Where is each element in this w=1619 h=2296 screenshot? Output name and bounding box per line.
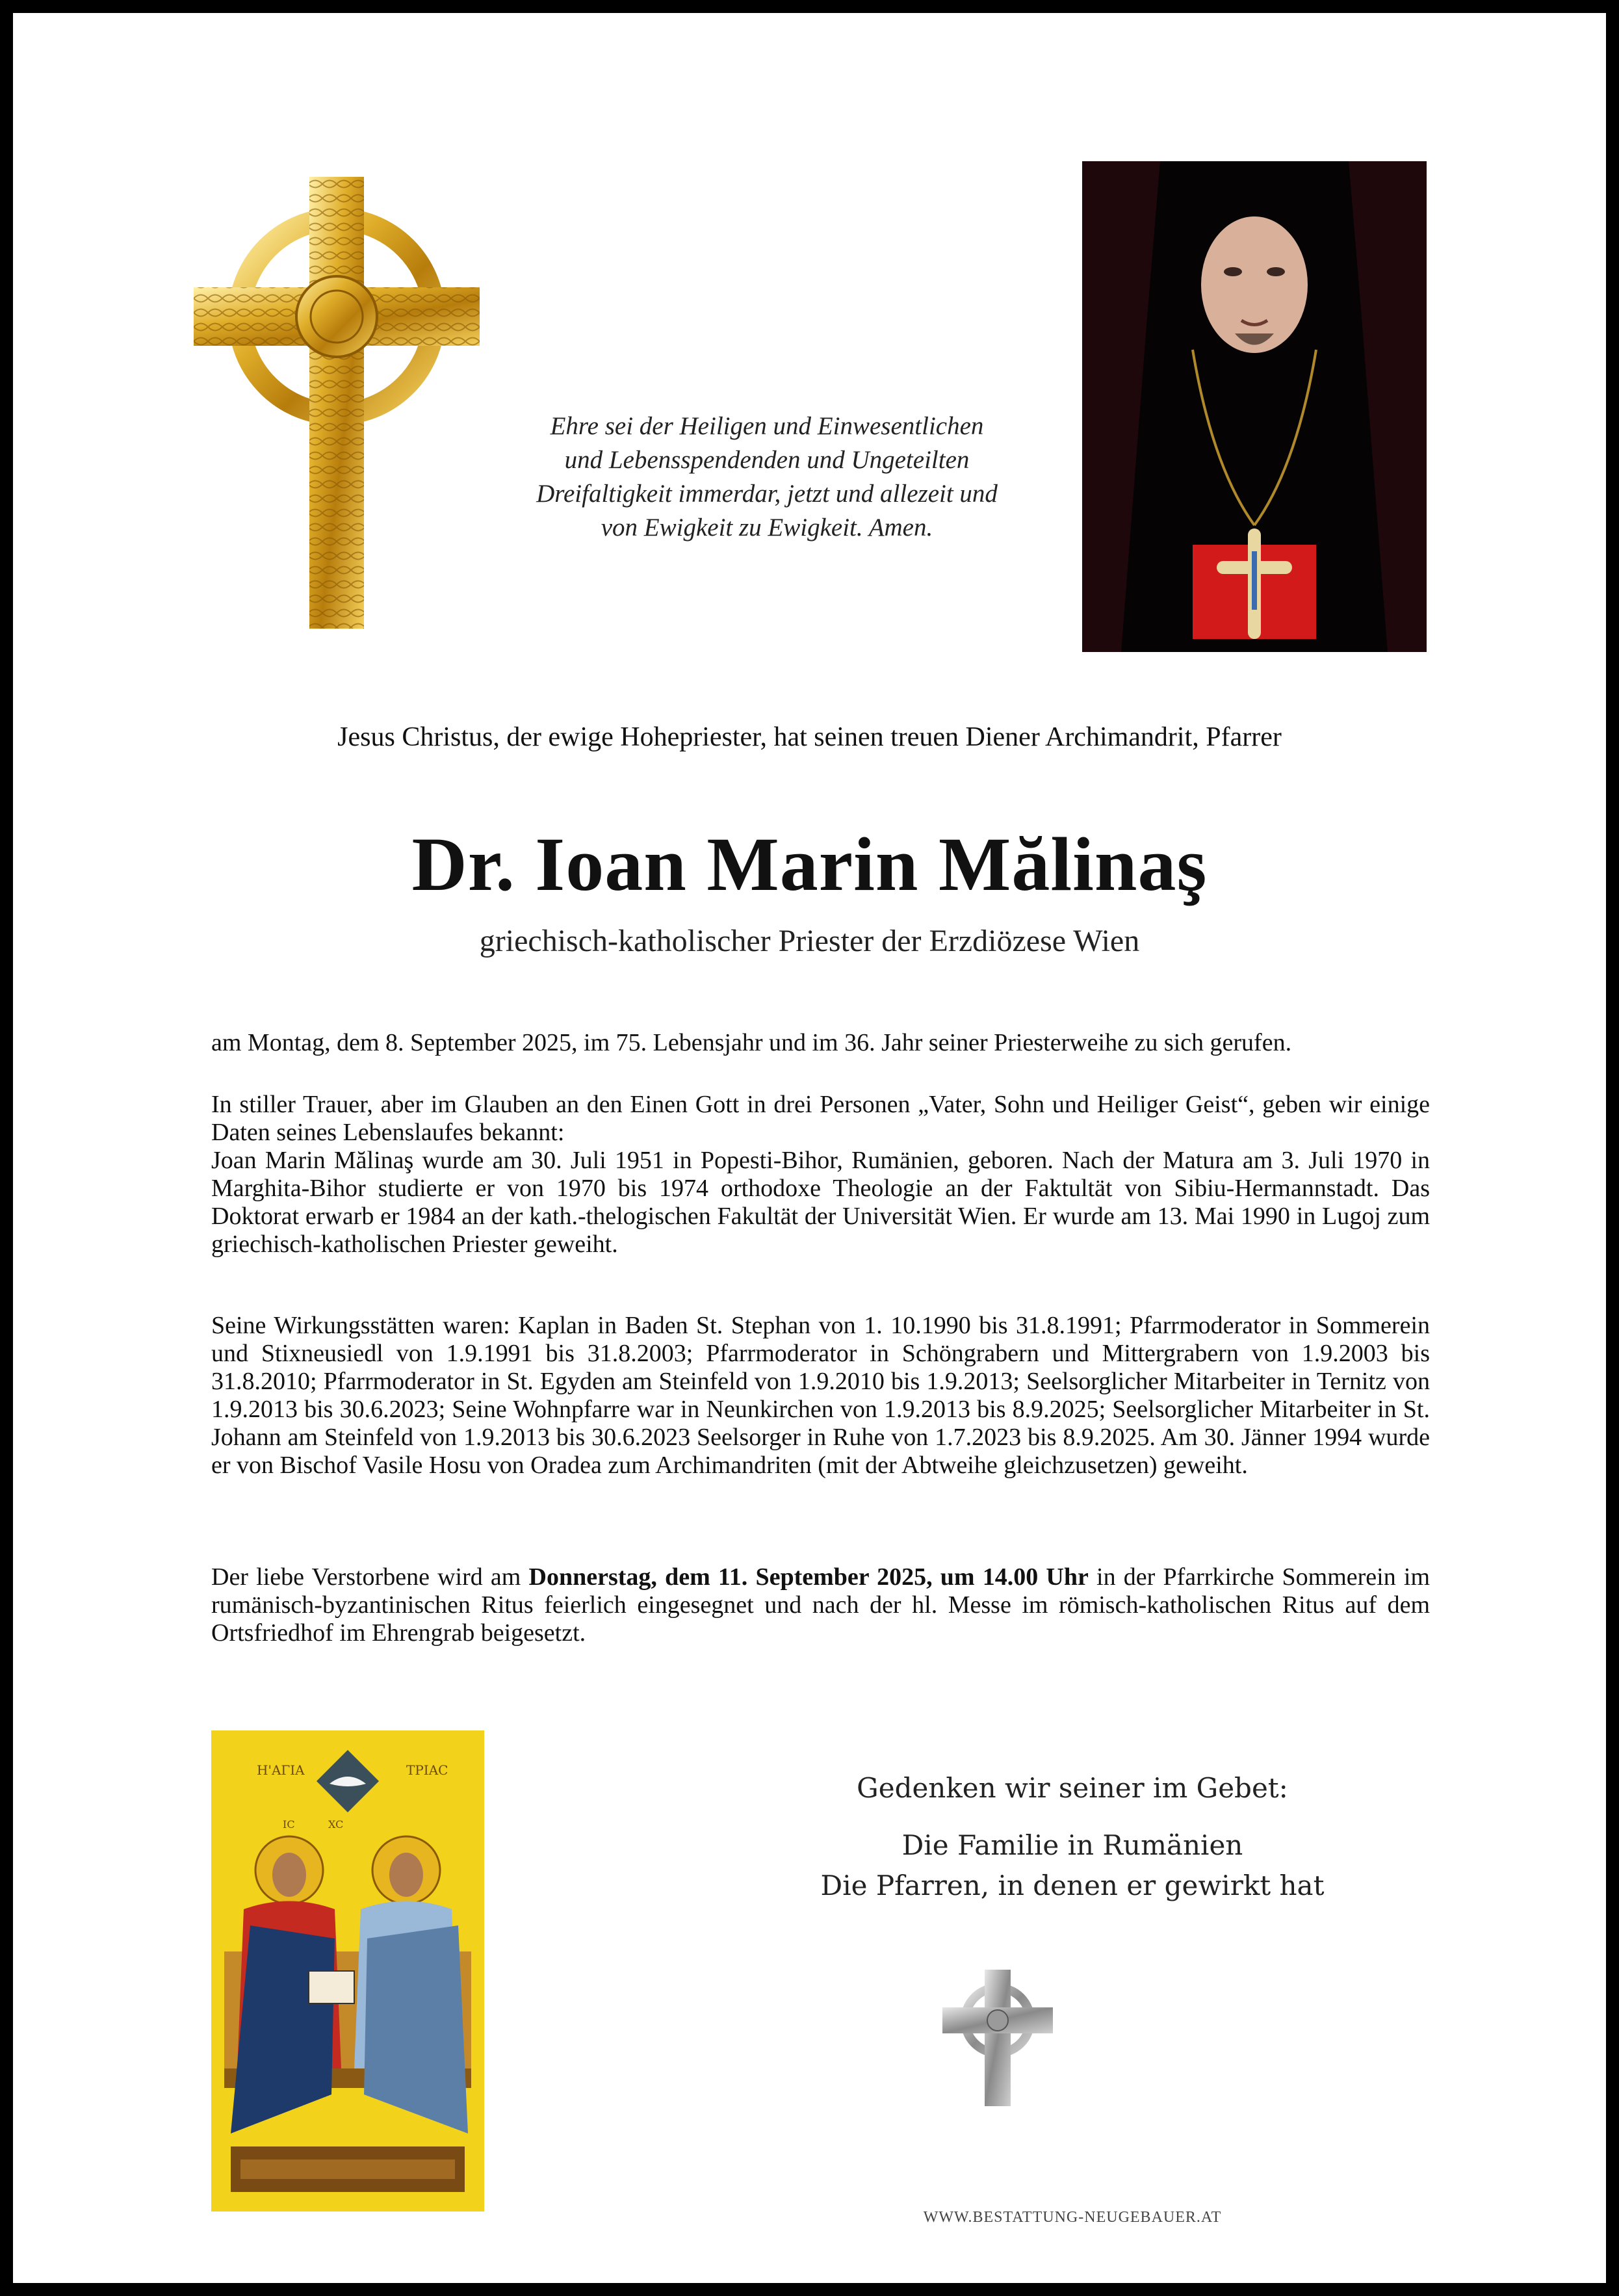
website-footer: WWW.BESTATTUNG-NEUGEBAUER.AT bbox=[923, 2209, 1222, 2226]
funeral-text-before: Der liebe Verstorbene wird am bbox=[211, 1563, 529, 1591]
memorial-line: Die Pfarren, in denen er gewirkt hat bbox=[820, 1870, 1325, 1901]
golden-celtic-cross-image bbox=[194, 177, 480, 629]
paragraph-funeral bbox=[211, 1563, 1430, 1647]
icon-label-christ: IC bbox=[283, 1818, 295, 1831]
prayer-line: Dreifaltigkeit immerdar, jetzt und allezeit und bbox=[536, 480, 998, 508]
holy-trinity-icon-image bbox=[211, 1730, 484, 2211]
intro-sentence: Jesus Christus, der ewige Hohepriester, hat seinen treuen Diener Archimandrit, Pfarrer bbox=[337, 722, 1282, 752]
prayer-text bbox=[481, 410, 1053, 545]
memorial-line: Die Familie in Rumänien bbox=[901, 1829, 1243, 1861]
biography-details: Joan Marin Mălinaş wurde am 30. Juli 1951 in Popesti-Bihor, Rumänien, geboren. Nach der Matura am 3. Juli 1970 in Marghita-Bihor studierte er von 1970 bis 1974 orthodoxe Theologie an der Faktultät von Sibiu-Hermannstadt. Das Doktorat erwarb er 1984 an der kath.-thelogischen Fakultät der Universität Wien. Er wurde am 13. Mai 1990 in Lugoj zum griechisch-katholischen Priester geweiht. bbox=[211, 1147, 1430, 1258]
deceased-subtitle: griechisch-katholischer Priester der Erzdiözese Wien bbox=[479, 924, 1140, 958]
silver-celtic-cross-image bbox=[939, 1970, 1056, 2106]
funeral-text-after: in der Pfarrkirche Sommerein im rumänisch-byzantinischen Ritus feierlich eingesegnet und nach der hl. Messe im römisch-katholischen Ritus auf dem Ortsfriedhof im Ehrengrab beigesetzt. bbox=[211, 1563, 1431, 1647]
icon-label-right: TPIAC bbox=[406, 1762, 448, 1778]
prayer-line: und Lebensspendenden und Ungeteilten bbox=[564, 446, 970, 474]
prayer-line: Ehre sei der Heiligen und Einwesentlichen bbox=[550, 412, 984, 440]
paragraph-death-date: am Montag, dem 8. September 2025, im 75. Lebensjahr und im 36. Jahr seiner Priesterweihe zu sich gerufen. bbox=[211, 1029, 1292, 1056]
memorial-block bbox=[715, 1768, 1430, 1906]
icon-label-xc: XC bbox=[328, 1818, 344, 1831]
memorial-heading: Gedenken wir seiner im Gebet: bbox=[857, 1772, 1288, 1804]
paragraph-biography bbox=[211, 1091, 1430, 1259]
portrait-photo bbox=[1082, 161, 1427, 652]
funeral-date-time: Donnerstag, dem 11. September 2025, um 14.00 Uhr bbox=[528, 1563, 1089, 1591]
prayer-line: von Ewigkeit zu Ewigkeit. Amen. bbox=[601, 514, 933, 541]
icon-label-left: H'AΓIA bbox=[257, 1762, 305, 1778]
paragraph-ministry: Seine Wirkungsstätten waren: Kaplan in Baden St. Stephan von 1. 10.1990 bis 31.8.1991; Pfarrmoderator in Sommerein und Stixneusiedl von 1.9.1991 bis 31.8.2003; Pfarrmoderator in Schöngrabern und Mittergrabern von 1.9.2003 bis 31.8.2010; Pfarrmoderator in St. Egyden am Steinfeld von 1.9.2010 bis 1.9.2013; Seelsorglicher Mitarbeiter in Ternitz von 1.9.2013 bis 30.6.2023; Seine Wohnpfarre war in Neunkirchen von 1.9.2013 bis 8.9.2025; Seelsorglicher Mitarbeiter in St. Johann am Steinfeld von 1.9.2013 bis 30.6.2023 Seelsorger in Ruhe von 1.7.2023 bis 8.9.2025. Am 30. Jänner 1994 wurde er von Bischof Vasile Hosu von Oradea zum Archimandriten (mit der Abtweihe gleichzusetzen) geweiht. bbox=[211, 1312, 1430, 1479]
deceased-name: Dr. Ioan Marin Mălinaş bbox=[411, 822, 1208, 907]
biography-intro: In stiller Trauer, aber im Glauben an den Einen Gott in drei Personen „Vater, Sohn und Heiliger Geist“, geben wir einige Daten seines Lebenslaufes bekannt: bbox=[211, 1091, 1430, 1146]
